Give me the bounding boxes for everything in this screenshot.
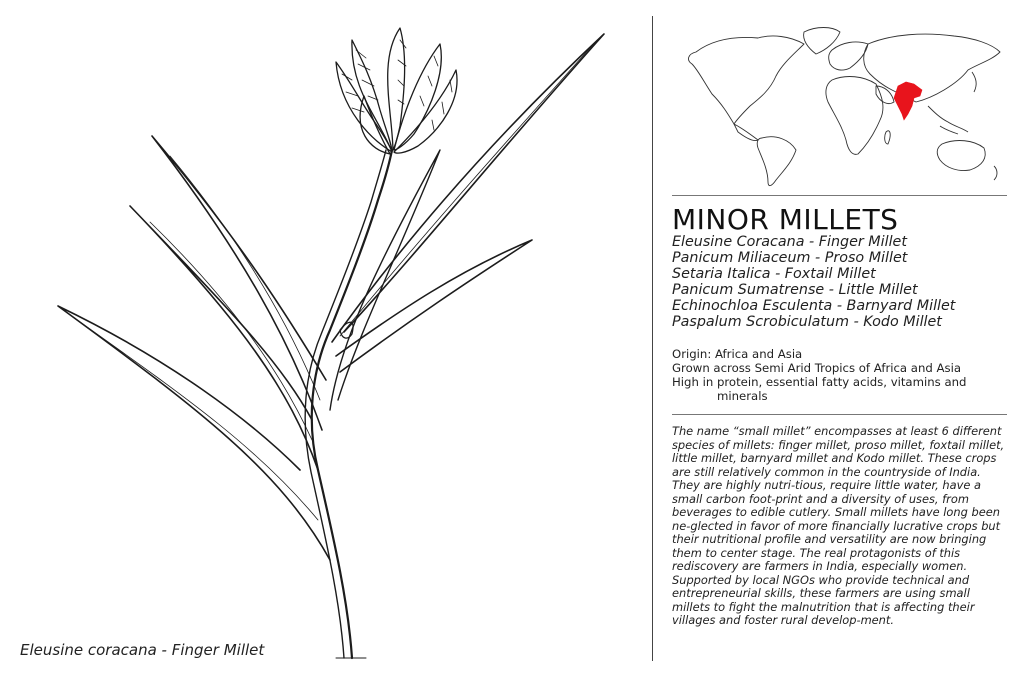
central-america: [734, 124, 758, 141]
nutrition-text: High in protein, essential fatty acids, vitamins and minerals: [672, 375, 967, 403]
stalk-inner: [305, 150, 386, 658]
asia: [864, 34, 1000, 102]
species-item: Echinochloa Esculenta - Barnyard Millet: [672, 298, 956, 314]
europe: [829, 42, 868, 70]
species-list: [672, 234, 955, 330]
leaf-far-left-shade: [80, 322, 318, 520]
spikelet: [360, 96, 390, 154]
illustration-caption: Eleusine coracana - Finger Millet: [20, 641, 265, 659]
spikelet: [394, 70, 457, 153]
leaf-left-2-shade: [170, 156, 320, 400]
grown-text: Grown across Semi Arid Tropics of Africa and Asia: [672, 361, 961, 375]
leaf-far-left: [58, 306, 330, 560]
description-paragraph: The name “small millet” encompasses at least 6 different species of millets: finger millet, proso millet, foxtail millet, little millet, barnyard millet and Kodo millet. These crops are still relatively common in the countryside of India. They are highly nutri-tious, require little water, have a small carbon foot-print and a diversity of uses, from beverages to edible cutlery. Small millets have long been ne-glected in favor of more financially lucrative crops but their nutritional profile and versatility are now bringing them to center stage. The real protagonists of this rediscovery are farmers in India, especially women. Supported by local NGOs who provide technical and entrepreneurial skills, these farmers are using small millets to fight the malnutrition that is affecting their villages and foster rural develop-ment.: [672, 424, 1005, 627]
leaf-right-2: [336, 240, 532, 372]
madagascar: [885, 131, 890, 144]
north-america: [689, 36, 804, 124]
leaf-left-1-shade: [150, 222, 312, 440]
facts-block: [672, 347, 1002, 403]
australia: [937, 141, 985, 171]
greenland: [804, 28, 840, 55]
arabia: [876, 86, 894, 104]
africa: [826, 77, 883, 155]
leaf-left-2: [152, 136, 326, 430]
species-item: Eleusine Coracana - Finger Millet: [672, 234, 907, 250]
species-item: Panicum Sumatrense - Little Millet: [672, 282, 918, 298]
south-america: [757, 137, 796, 186]
japan: [972, 72, 976, 92]
stalk: [312, 150, 392, 658]
species-item: Panicum Miliaceum - Proso Millet: [672, 250, 908, 266]
vertical-divider: [652, 16, 653, 661]
new-zealand: [994, 166, 997, 180]
spikelet: [394, 44, 441, 150]
leaf-right-3: [330, 150, 440, 410]
plant-drawing: [58, 28, 604, 658]
divider-under-map: [672, 195, 1007, 196]
species-item: Setaria Italica - Foxtail Millet: [672, 266, 876, 282]
page-title: MINOR MILLETS: [672, 203, 899, 236]
divider-above-description: [672, 414, 1007, 415]
origin-text: Origin: Africa and Asia: [672, 347, 803, 361]
continents: [689, 28, 1000, 186]
species-item: Paspalum Scrobiculatum - Kodo Millet: [672, 314, 942, 330]
southeast-asia: [928, 106, 968, 134]
spikelet: [388, 28, 405, 150]
seed-head: [336, 28, 457, 154]
leaf-left-1: [130, 206, 318, 470]
india-highlight: [894, 82, 922, 120]
world-map: [672, 14, 1008, 190]
